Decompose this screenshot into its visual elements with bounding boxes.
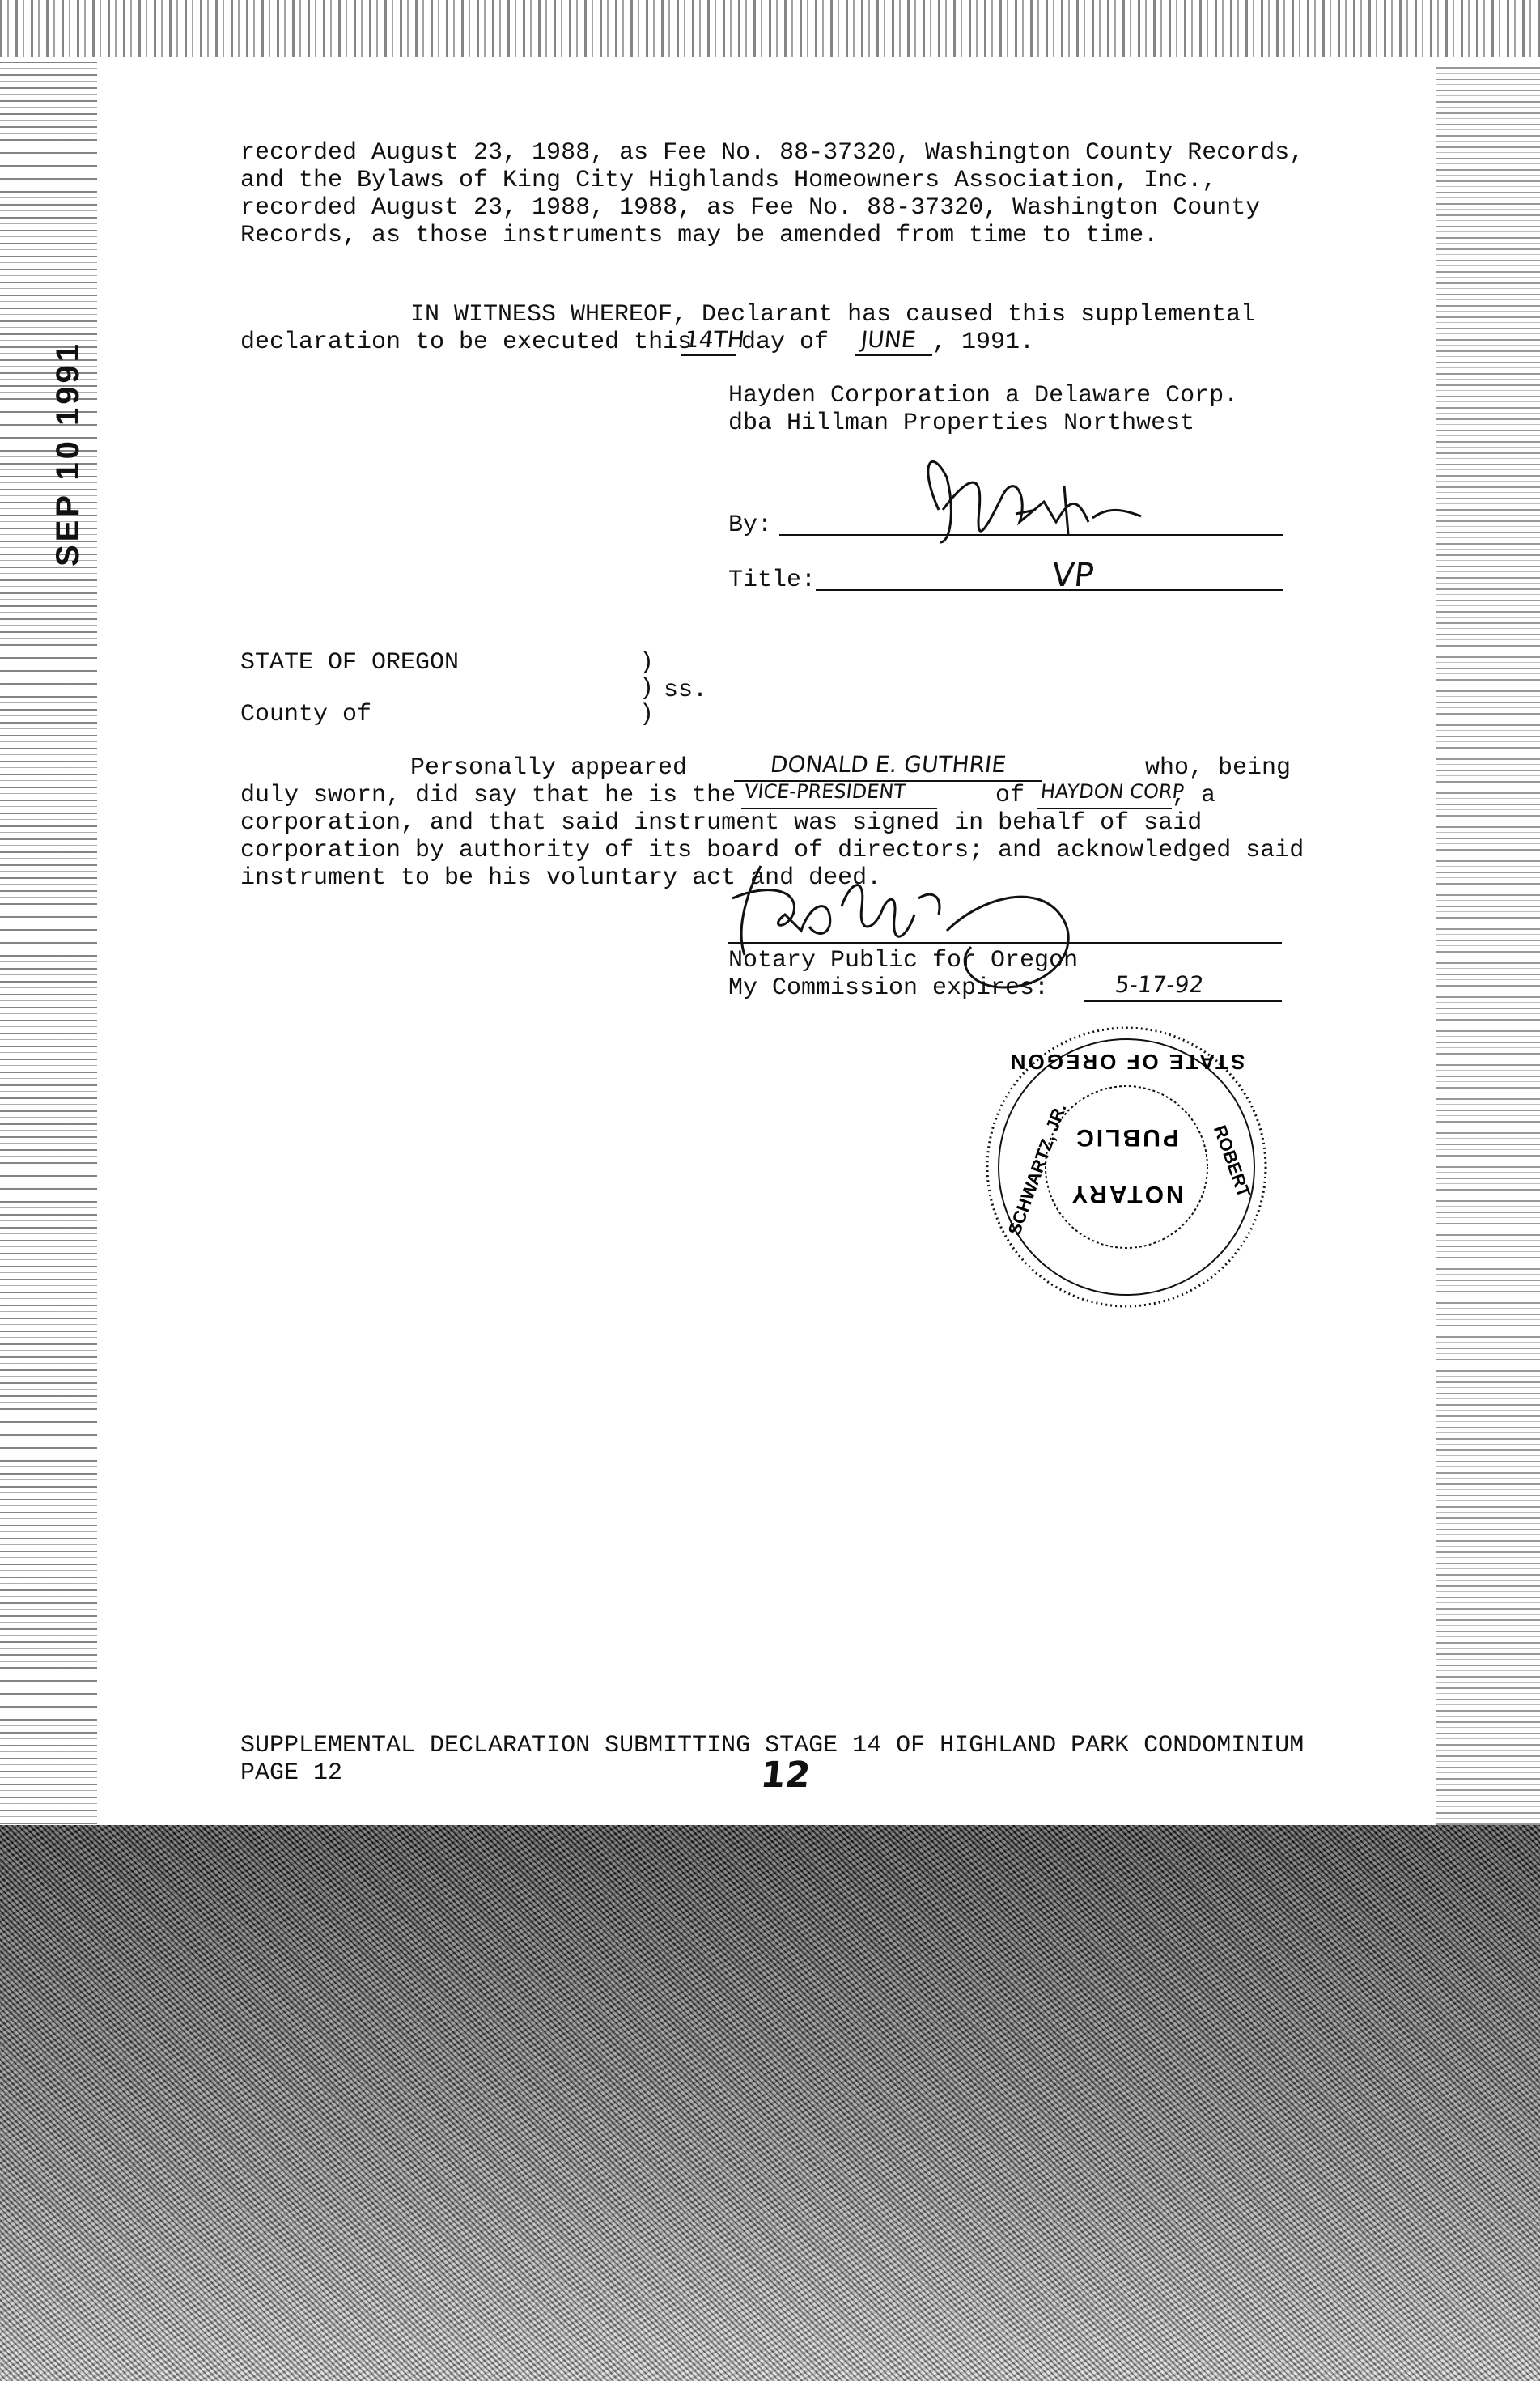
venue-state: STATE OF OREGON	[240, 649, 460, 677]
company-line-2: dba Hillman Properties Northwest	[728, 410, 1195, 437]
witness-day-of: day of	[741, 329, 829, 356]
venue-paren-2: )	[639, 675, 655, 702]
intro-line-2: and the Bylaws of King City Highlands Homeowners Association, Inc.,	[240, 167, 1217, 194]
witness-line-1: IN WITNESS WHEREOF, Declarant has caused this supplemental	[410, 301, 1256, 329]
notary-signature	[97, 57, 1436, 1825]
notary-expires: 5-17-92	[1114, 971, 1206, 998]
document-page	[97, 57, 1436, 1825]
title-value: VP	[1050, 557, 1096, 594]
ack-line2-before: duly sworn, did say that he is the	[240, 782, 736, 809]
venue-paren-3: )	[639, 701, 655, 728]
scan-top-noise	[0, 0, 1540, 57]
footer-title: SUPPLEMENTAL DECLARATION SUBMITTING STAGE 14 OF HIGHLAND PARK CONDOMINIUM	[240, 1732, 1305, 1759]
ack-line-3: corporation, and that said instrument was signed in behalf of said	[240, 809, 1203, 837]
ack-line1-after: who, being	[1145, 754, 1292, 782]
witness-month: JUNE	[859, 326, 918, 353]
seal-center-bottom: NOTARY	[1069, 1181, 1184, 1207]
ack-corp: HAYDON CORP	[1039, 780, 1186, 803]
witness-line-2: declaration to be executed this	[240, 329, 693, 356]
intro-line-4: Records, as those instruments may be amended from time to time.	[240, 222, 1159, 249]
ack-line1-before: Personally appeared	[410, 754, 688, 782]
seal-center-top: PUBLIC	[1074, 1124, 1179, 1151]
intro-line-1: recorded August 23, 1988, as Fee No. 88-37320, Washington County Records,	[240, 139, 1305, 167]
venue-ss: ss.	[664, 677, 708, 704]
witness-day: 14TH	[683, 326, 746, 353]
seal-name-left: SCHWARTZ, JR.	[1003, 1101, 1071, 1238]
company-line-1: Hayden Corporation a Delaware Corp.	[728, 382, 1239, 410]
scan-right-noise	[1436, 57, 1540, 1829]
ack-name: DONALD E. GUTHRIE	[769, 751, 1008, 778]
title-label: Title:	[728, 567, 817, 594]
intro-line-3: recorded August 23, 1988, 1988, as Fee No. 88-37320, Washington County	[240, 194, 1261, 222]
handwritten-page-number: 12	[758, 1755, 812, 1796]
ack-line-5: instrument to be his voluntary act and deed.	[240, 864, 882, 892]
by-label: By:	[728, 511, 773, 539]
ack-line2-of: of	[995, 782, 1025, 809]
venue-paren-1: )	[639, 649, 655, 677]
notary-label-1: Notary Public for Oregon	[728, 947, 1079, 974]
notary-signature-line	[728, 942, 1282, 944]
ack-line-4: corporation by authority of its board of directors; and acknowledged said	[240, 837, 1305, 864]
seal-name-right: ROBERT	[1209, 1122, 1255, 1200]
notary-label-2: My Commission expires:	[728, 974, 1050, 1002]
notary-seal	[981, 1021, 1272, 1313]
ack-position: VICE-PRESIDENT	[743, 780, 907, 803]
seal-outer-top: STATE OF OREGON	[1008, 1050, 1245, 1074]
recording-date-stamp: SEP 10 1991	[50, 340, 87, 567]
venue-county: County of	[240, 701, 372, 728]
expires-line	[1084, 1000, 1282, 1002]
footer-page: PAGE 12	[240, 1759, 343, 1787]
witness-year: , 1991.	[932, 329, 1035, 356]
scan-bottom-noise	[0, 1825, 1540, 2381]
ack-line2-after: , a	[1172, 782, 1216, 809]
